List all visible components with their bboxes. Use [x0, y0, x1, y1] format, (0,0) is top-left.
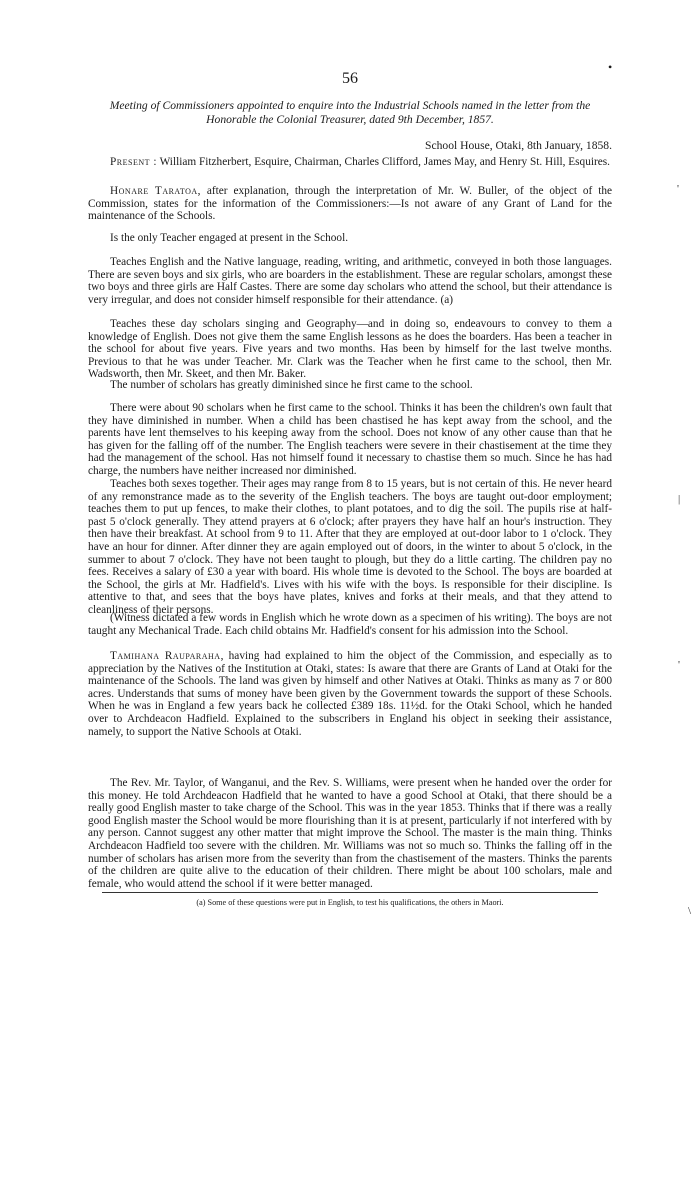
place-date: School House, Otaki, 8th January, 1858.	[425, 139, 612, 152]
paragraph-diminished: The number of scholars has greatly diminished since he first came to the school.	[110, 379, 473, 391]
taratoa-name: Honare Taratoa,	[110, 185, 201, 197]
paragraph-witness: (Witness dictated a few words in English which he wrote down as a specimen of his writing). The boys are not taught any Mechanical Trade. Each child obtains Mr. Hadfield's consent for his admission into the School.	[88, 612, 612, 637]
paragraph-teaches-english: Teaches English and the Native language, reading, writing, and arithmetic, conveyed in both those languages. There are seven boys and six girls, who are boarders in the establishment. These are regular scholars, amongst these two boys and three girls are Half Castes. There are some day scholars who attend the school, but their attendance is very irregular, and does not consider himself responsible for their attendance. (a)	[88, 256, 612, 306]
rauparaha-text: having had explained to him the object of the Commission, and especially as to appreciation by the Natives of the Institution at Otaki, states: Is aware that there are Grants of Land at Otaki for the maintenance of the Schools. The land was given by himself and other Natives at Otaki. Thinks as many as 7 or 800 acres. Understands that sums of money have been given by the Government towards the support of these Schools. When he was in England a few years back he collected £389 18s. 11½d. for the Otaki School, which he handed over to Archdeacon Hadfield. Explained to the subscribers in England his object in seeking their assistance, namely, to support the Native Schools at Otaki.	[88, 650, 612, 738]
margin-mark: '	[678, 659, 680, 671]
present-text: William Fitzherbert, Esquire, Chairman, Charles Clifford, James May, and Henry St. Hill, Esquires.	[159, 156, 610, 168]
paragraph-both-sexes: Teaches both sexes together. Their ages may range from 8 to 15 years, but is not certain of this. He never heard of any remonstrance made as to the severity of the English teachers. The boys are taught out-door employment; teaches them to put up fences, to make their clothes, to plant potatoes, and to dig the soil. The pupils rise at half-past 5 o'clock generally. They attend prayers at 6 o'clock; after prayers they have half an hour's instruction. They then have their breakfast. At school from 9 to 11. After that they are employed at out-door labor to 1 o'clock. They have an hour for dinner. After dinner they are again employed out of doors, in the winter to about 5 o'clock, in the summer to about 7 o'clock. They have not been taught to plough, but they do a little carting. The children pay no fees. Receives a salary of £30 a year with board. His whole time is devoted to the School. The boys are boarded at the School, the girls at Mr. Hadfield's. Lives with his wife with the boys. Is responsible for their discipline. Is attentive to that, and sees that the boys have plates, knives and forks at their meals, and that they attend to cleanliness of their persons.	[88, 478, 612, 616]
paragraph-only-teacher: Is the only Teacher engaged at present in the School.	[110, 232, 349, 244]
document-heading: Meeting of Commissioners appointed to enquire into the Industrial Schools named in the letter from the Honorable the Colonial Treasurer, dated 9th December, 1857.	[109, 99, 591, 126]
present-paragraph	[88, 156, 612, 169]
footnote: (a) Some of these questions were put in English, to test his qualifications, the others in Maori.	[196, 898, 504, 907]
rauparaha-paragraph	[88, 650, 612, 738]
paragraph-day-scholars: Teaches these day scholars singing and Geography—and in doing so, endeavours to convey to them a knowledge of English. Does not give them the same English lessons as he does the boarders. Has been a teacher in the school for about five years. Five years and two months. Has been by himself for the last twelve months. Previous to that he was under Teacher. Mr. Clark was the Teacher when he first came to the school, then Mr. Wadsworth, then Mr. Skeet, and then Mr. Baker.	[88, 318, 612, 381]
taratoa-paragraph	[88, 185, 612, 223]
margin-mark: \	[688, 905, 692, 917]
margin-dot: •	[608, 60, 613, 74]
paragraph-taylor: The Rev. Mr. Taylor, of Wanganui, and the Rev. S. Williams, were present when he handed over the order for this money. He told Archdeacon Hadfield that he wanted to have a good School at Otaki, that there should be a really good English master to take charge of the School. This was in the year 1853. Thinks that if there was a really good English master the School would be more flourishing than it is at present, particularly if not interfered with by any person. Cannot suggest any other matter that might improve the School. The master is the main thing. Thinks Archdeacon Hadfield too severe with the children. Mr. Williams was not so much so. Thinks the falling off in the number of scholars has arisen more from the severity than from the chastisement of the masters. Thinks the parents of the children are quite alive to the education of their children. There might be about 100 scholars, male and female, who would attend the school if it were better managed.	[88, 777, 612, 890]
margin-mark: |	[678, 493, 681, 505]
taratoa-text: after explanation, through the interpretation of Mr. W. Buller, of the object of the Commission, states for the information of the Commissioners:—Is not aware of any Grant of Land for the maintenance of the Schools.	[88, 185, 613, 223]
paragraph-ninety-scholars: There were about 90 scholars when he first came to the school. Thinks it has been the children's own fault that they have diminished in number. When a child has been chastised he has kept away from the school, and the parents have lent themselves to his keeping away from the school. Does not know of any other cause than that he has given for the falling off of the number. The English teachers were severe in their chastisement at the time they had the management of the school. Has not himself found it necessary to chastise them so much. Since he has had charge, the numbers have neither increased nor diminished.	[88, 402, 612, 477]
present-label: Present :	[110, 156, 157, 168]
rauparaha-name: Tamihana Rauparaha,	[110, 650, 224, 662]
page-number: 56	[342, 70, 358, 87]
footnote-rule	[102, 892, 598, 893]
margin-mark: '	[677, 183, 679, 195]
